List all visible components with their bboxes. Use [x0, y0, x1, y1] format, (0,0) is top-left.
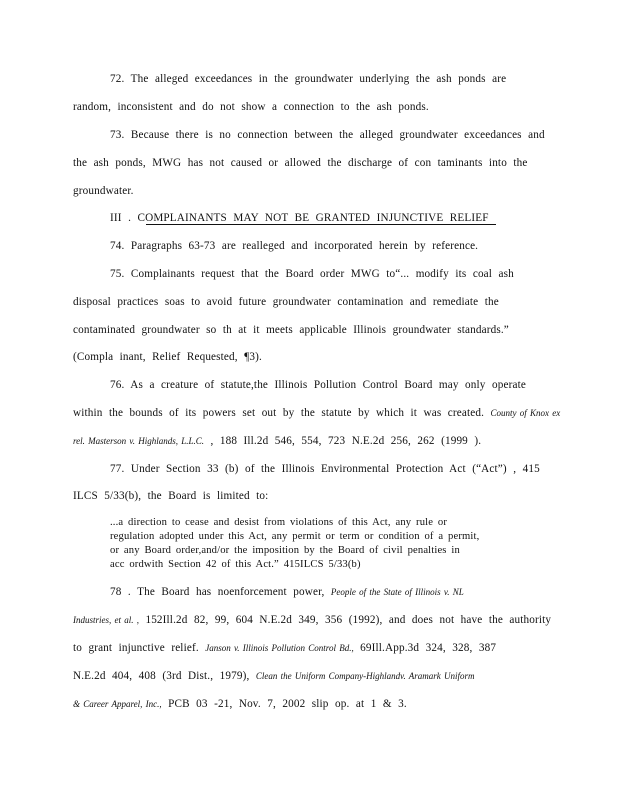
paragraph-78-line-3: to grant injunctive relief. Janson v. Illinois Pollution Control Bd., 69Ill.App.3d 324, 328, 387 — [73, 642, 497, 654]
case-citation: People of the State of Illinois v. NL — [330, 587, 464, 597]
paragraph-72-line-2: random, inconsistent and do not show a connection to the ash ponds. — [73, 101, 429, 113]
paragraph-75-line-2: disposal practices soas to avoid future groundwater contamination and remediate the — [73, 296, 499, 308]
paragraph-77-line-2: ILCS 5/33(b), the Board is limited to: — [73, 490, 269, 502]
case-citation: Industries, et al. , — [73, 615, 139, 625]
paragraph-77-line-1: 77. Under Section 33 (b) of the Illinois Environmental Protection Act (“Act”) , 415 — [110, 463, 540, 475]
paragraph-73-line-1: 73. Because there is no connection between the alleged groundwater exceedances and — [110, 129, 545, 141]
paragraph-72-line-1: 72. The alleged exceedances in the groundwater underlying the ash ponds are — [110, 73, 507, 85]
paragraph-76-line-3: rel. Masterson v. Highlands, L.L.C. , 188 Ill.2d 546, 554, 723 N.E.2d 256, 262 (1999 ). — [73, 435, 482, 447]
case-citation: County of Knox ex — [490, 408, 561, 418]
block-quote-line-2: regulation adopted under this Act, any permit or term or condition of a permit, — [110, 531, 480, 542]
block-quote-line-3: or any Board order,and/or the imposition by the Board of civil penalties in — [110, 545, 460, 556]
paragraph-78-line-5: & Career Apparel, Inc., PCB 03 -21, Nov. 7, 2002 slip op. at 1 & 3. — [73, 698, 407, 710]
block-quote-line-4: acc ordwith Section 42 of this Act.” 415ILCS 5/33(b) — [110, 559, 361, 570]
section-heading: III . COMPLAINANTS MAY NOT BE GRANTED INJUNCTIVE RELIEF — [110, 212, 489, 224]
paragraph-78-line-2: Industries, et al. , 152Ill.2d 82, 99, 604 N.E.2d 349, 356 (1992), and does not have the authority — [73, 614, 552, 626]
paragraph-76-line-1: 76. As a creature of statute,the Illinois Pollution Control Board may only operate — [110, 379, 526, 391]
paragraph-73-line-3: groundwater. — [73, 185, 134, 197]
case-citation: Janson v. Illinois Pollution Control Bd., — [205, 643, 354, 653]
case-citation: Clean the Uniform Company-Highlandv. Aramark Uniform — [255, 671, 475, 681]
block-quote-line-1: ...a direction to cease and desist from violations of this Act, any rule or — [110, 517, 448, 528]
case-citation: rel. Masterson v. Highlands, L.L.C. — [73, 436, 205, 446]
heading-underline — [146, 224, 496, 225]
paragraph-78-line-1: 78 . The Board has noenforcement power, People of the State of Illinois v. NL — [110, 586, 464, 598]
paragraph-75-line-1: 75. Complainants request that the Board order MWG to“... modify its coal ash — [110, 268, 514, 280]
paragraph-75-line-4: (Compla inant, Relief Requested, ¶3). — [73, 351, 262, 363]
paragraph-78-line-4: N.E.2d 404, 408 (3rd Dist., 1979), Clean the Uniform Company-Highlandv. Aramark Uniform — [73, 670, 475, 682]
paragraph-73-line-2: the ash ponds, MWG has not caused or allowed the discharge of con taminants into the — [73, 157, 528, 169]
paragraph-75-line-3: contaminated groundwater so th at it meets applicable Illinois groundwater standards.” — [73, 324, 509, 336]
paragraph-76-line-2: within the bounds of its powers set out by the statute by which it was created. County of Knox ex — [73, 407, 561, 419]
case-citation: & Career Apparel, Inc., — [73, 699, 162, 709]
paragraph-74: 74. Paragraphs 63-73 are realleged and incorporated herein by reference. — [110, 240, 479, 252]
